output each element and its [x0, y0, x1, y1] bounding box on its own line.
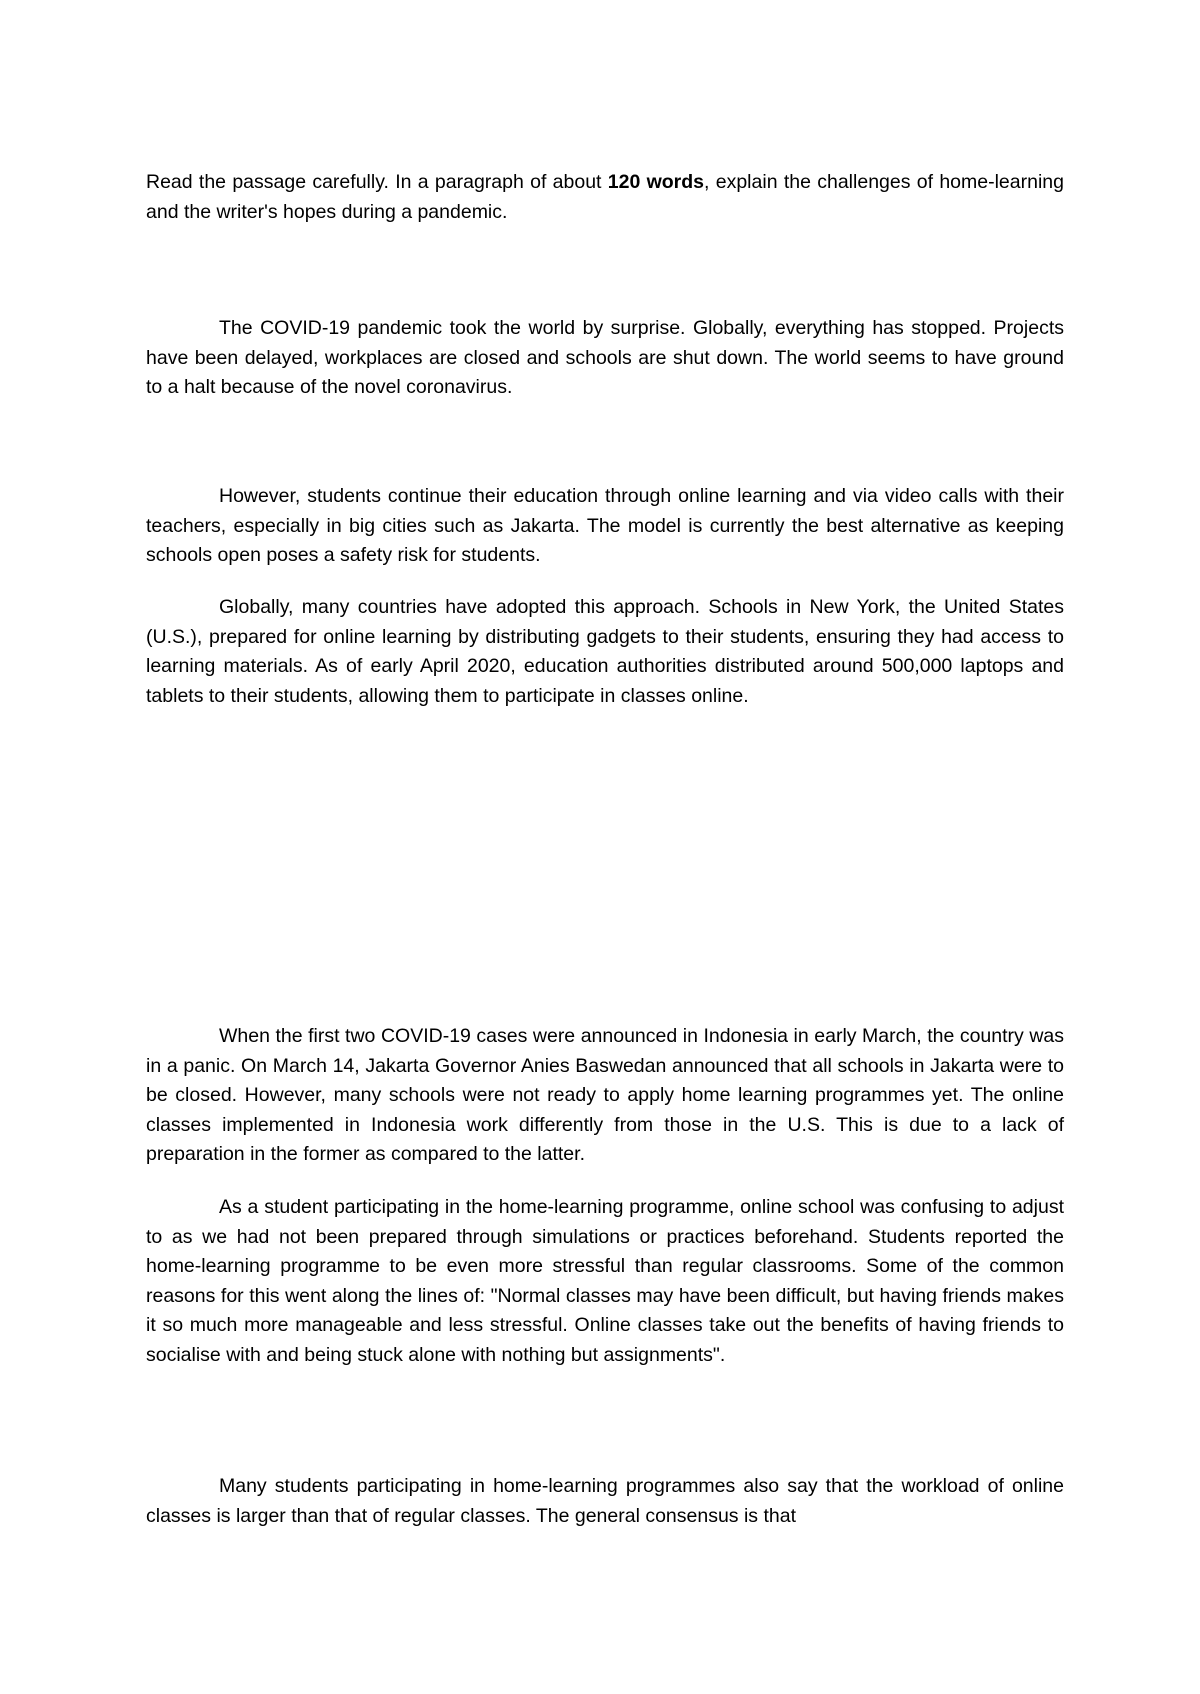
passage-paragraph-3: Globally, many countries have adopted this approach. Schools in New York, the United States (U.S.), prepared for online learning by distributing gadgets to their students, ensuring they had access to learning materials. As of early April 2020, education authorities distributed around 500,000 laptops and tablets to their students, allowing them to participate in classes online. — [146, 596, 1064, 707]
passage-paragraph-1: The COVID-19 pandemic took the world by surprise. Globally, everything has stopped. Projects have been delayed, workplaces are closed and schools are shut down. The world seems to have ground to a halt because of the novel coronavirus. — [146, 317, 1064, 399]
instruction-paragraph — [146, 168, 1064, 227]
passage-paragraph-2: However, students continue their education through online learning and via video calls with their teachers, especially in big cities such as Jakarta. The model is currently the best alternative as keeping schools open poses a safety risk for students. — [146, 485, 1064, 567]
passage-paragraph-6: Many students participating in home-learning programmes also say that the workload of online classes is larger than that of regular classes. The general consensus is that — [146, 1475, 1064, 1527]
instruction-word-count: 120 words — [607, 171, 705, 193]
instruction-text-before: Read the passage carefully. In a paragraph of about — [146, 171, 608, 193]
passage-paragraph-4: When the first two COVID-19 cases were announced in Indonesia in early March, the country was in a panic. On March 14, Jakarta Governor Anies Baswedan announced that all schools in Jakarta were to be closed. However, many schools were not ready to apply home learning programmes yet. The online classes implemented in Indonesia work differently from those in the U.S. This is due to a lack of preparation in the former as compared to the latter. — [146, 1025, 1064, 1166]
passage-paragraph-5: As a student participating in the home-learning programme, online school was confusing to adjust to as we had not been prepared through simulations or practices beforehand. Students reported the home-learning programme to be even more stressful than regular classrooms. Some of the common reasons for this went along the lines of: "Normal classes may have been difficult, but having friends makes it so much more manageable and less stressful. Online classes take out the benefits of having friends to socialise with and being stuck alone with nothing but assignments". — [146, 1196, 1064, 1366]
instruction-text-after: , explain the challenges of home-learning and the writer's hopes during a pandemic. — [146, 171, 1064, 223]
